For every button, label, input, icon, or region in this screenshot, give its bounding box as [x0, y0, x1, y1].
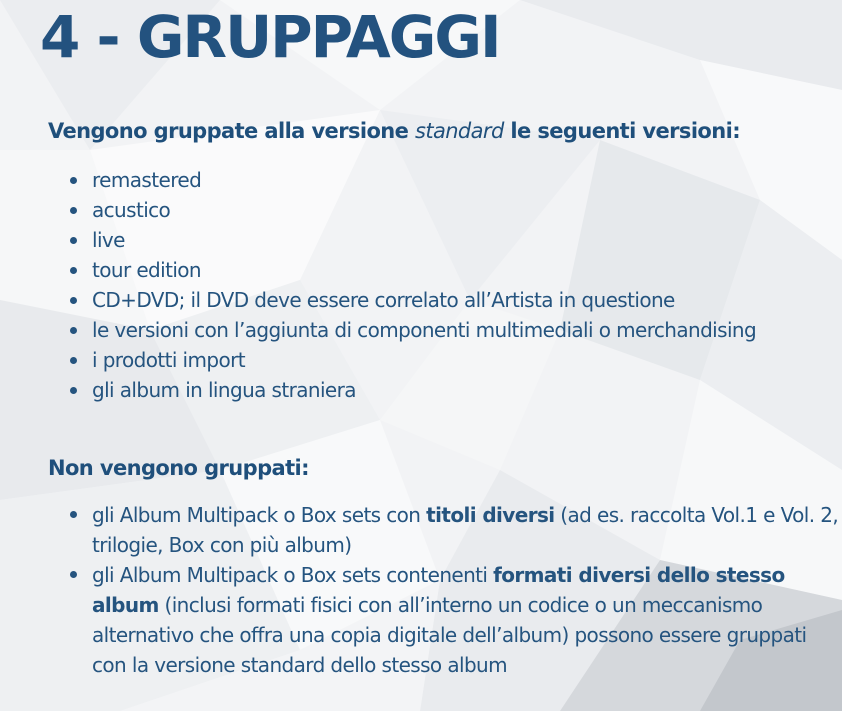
- list-item: le versioni con l’aggiunta di componenti multimediali o merchandising: [70, 316, 830, 346]
- list-item: acustico: [70, 196, 830, 226]
- section-heading-grouped-emphasis: standard: [414, 119, 504, 143]
- list-item: remastered: [70, 166, 830, 196]
- section-heading-not-grouped: Non vengono gruppati:: [48, 456, 309, 480]
- not-grouped-list: [70, 500, 840, 680]
- list-item: i prodotti import: [70, 346, 830, 376]
- list-item-text: (inclusi formati fisici con all’interno un codice o un meccanismo alternativo che offra una copia digitale dell’album) possono essere gruppati con la versione standard dello stesso album: [92, 593, 807, 677]
- page-title: 4 - GRUPPAGGI: [40, 3, 500, 71]
- section-heading-grouped-pre: Vengono gruppate alla versione: [48, 119, 415, 143]
- list-item: gli album in lingua straniera: [70, 376, 830, 406]
- section-heading-grouped: [48, 121, 740, 142]
- grouped-versions-list: [70, 166, 830, 406]
- list-item: live: [70, 226, 830, 256]
- list-item-bold: formati diversi dello stesso album: [92, 563, 785, 617]
- list-item: CD+DVD; il DVD deve essere correlato all’Artista in questione: [70, 286, 830, 316]
- list-item-bold: titoli diversi: [426, 503, 555, 527]
- list-item: [70, 500, 840, 560]
- list-item-text: gli Album Multipack o Box sets con: [92, 503, 427, 527]
- list-item: [70, 560, 840, 680]
- list-item-text: gli Album Multipack o Box sets contenenti: [92, 563, 494, 587]
- list-item-text: (ad es. raccolta Vol.1 e Vol. 2, trilogie, Box con più album): [92, 503, 839, 557]
- section-heading-grouped-post: le seguenti versioni:: [503, 119, 740, 143]
- list-item: tour edition: [70, 256, 830, 286]
